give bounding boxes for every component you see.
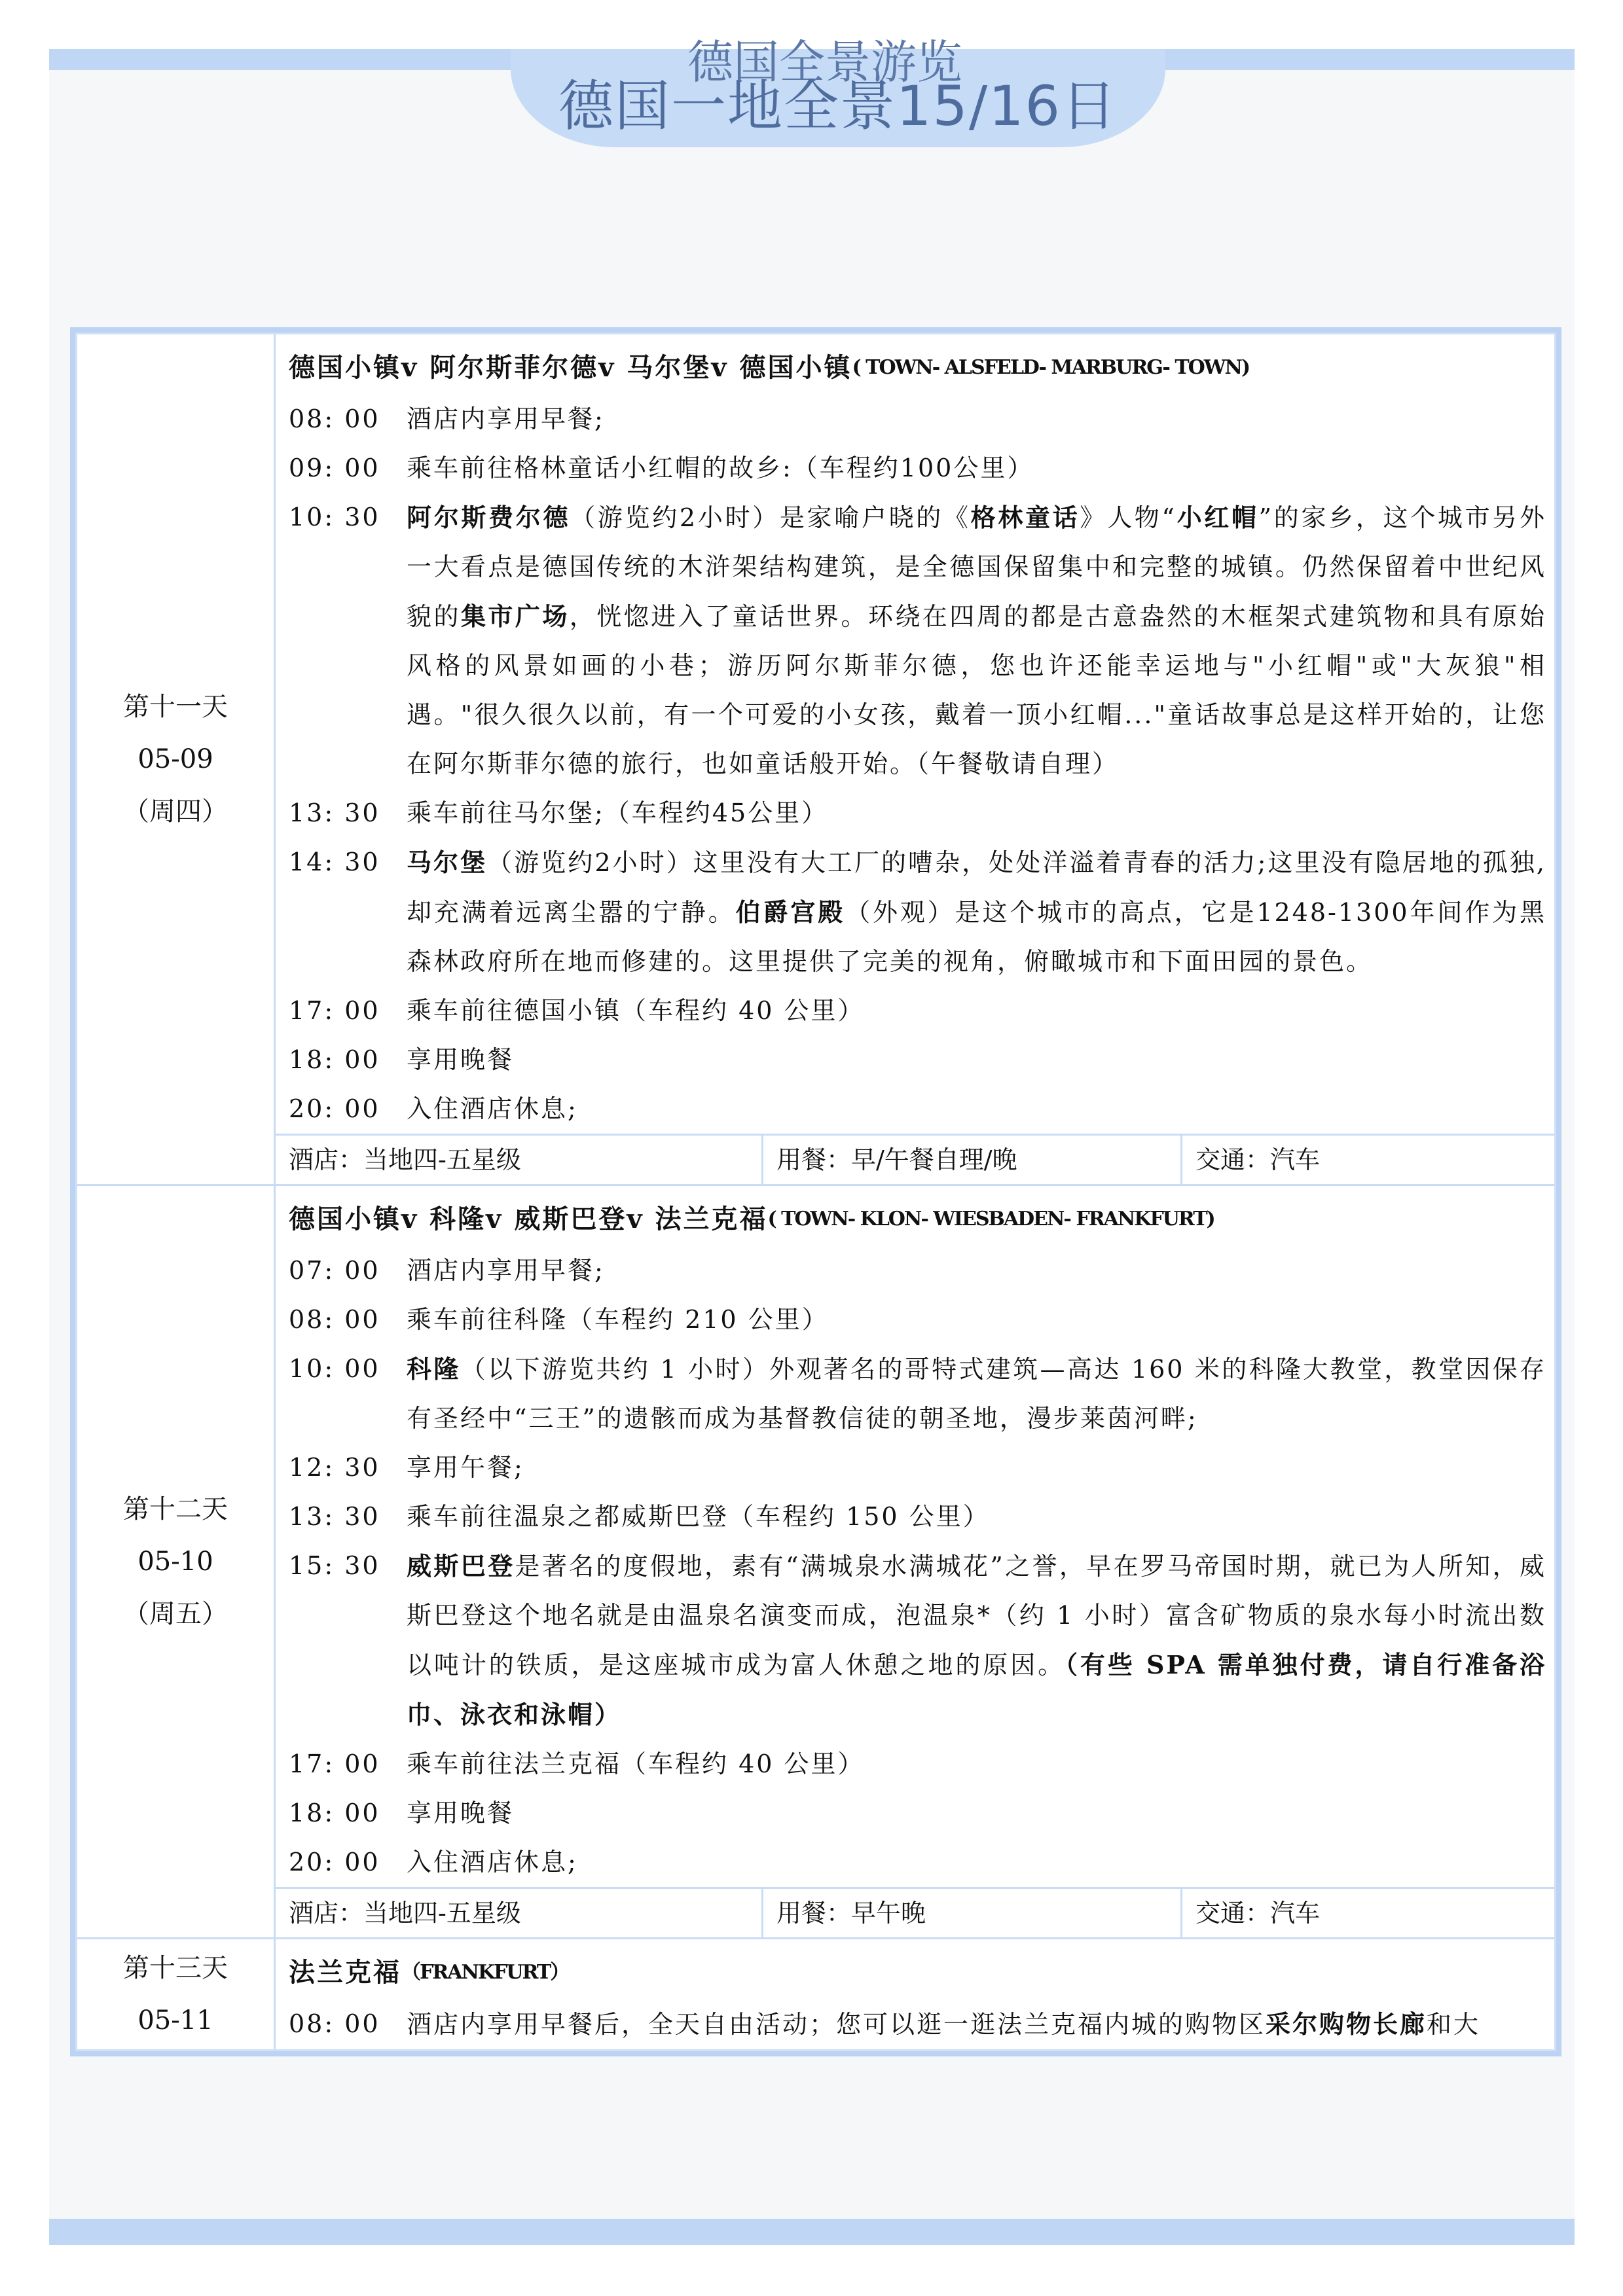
day-date: 05-11 bbox=[137, 2005, 213, 2036]
description-text: 乘车前往科隆（车程约 210 公里） bbox=[407, 1305, 829, 1334]
footer-band bbox=[49, 2219, 1575, 2245]
heading-places: 德国小镇v 阿尔斯菲尔德v 马尔堡v 德国小镇 bbox=[289, 352, 852, 383]
schedule-description bbox=[407, 789, 1546, 838]
description-text: 享用晚餐 bbox=[407, 1045, 515, 1074]
day-day: 第十三天 bbox=[123, 1953, 228, 1983]
schedule-time: 14: 30 bbox=[289, 848, 380, 876]
description-text: 》人物“ bbox=[1080, 503, 1176, 532]
schedule-item bbox=[289, 838, 1546, 986]
day-weekday: （周五） bbox=[123, 1599, 228, 1629]
description-text: 酒店内享用早餐; bbox=[407, 404, 605, 433]
description-text: （游览约2小时）是家喻户晓的《 bbox=[570, 503, 971, 532]
schedule-item bbox=[289, 1740, 1546, 1789]
schedule-item bbox=[289, 1246, 1546, 1295]
schedule-item bbox=[289, 1035, 1546, 1085]
highlight-text: 采尔购物长廊 bbox=[1266, 2009, 1427, 2039]
day-content bbox=[276, 334, 1554, 1184]
description-text: 乘车前往格林童话小红帽的故乡:（车程约100公里） bbox=[407, 454, 1034, 482]
itinerary-table bbox=[70, 327, 1561, 2056]
description-text: 乘车前往德国小镇（车程约 40 公里） bbox=[407, 996, 865, 1025]
description-text: ”的家乡，这个城市另外一大看点是德国传统的木浒架结构建筑，是全德国保留集中和完整的城镇。仍然保留着中世纪风貌的 bbox=[407, 503, 1546, 631]
schedule-time: 17: 00 bbox=[289, 996, 380, 1025]
schedule-item bbox=[289, 2000, 1546, 2049]
schedule-description bbox=[407, 395, 1546, 444]
day-heading bbox=[289, 334, 1546, 395]
meals-info: 用餐：早/午餐自理/晚 bbox=[763, 1136, 1182, 1184]
day-label bbox=[77, 1939, 276, 2049]
day-weekday: （周四） bbox=[123, 797, 228, 827]
day-content bbox=[276, 1186, 1554, 1937]
day-label bbox=[77, 1186, 276, 1937]
description-text: 入住酒店休息; bbox=[407, 1094, 578, 1123]
schedule-description bbox=[407, 1492, 1546, 1541]
schedule-description bbox=[407, 1443, 1546, 1492]
highlight-text: 集市广场 bbox=[460, 601, 570, 631]
schedule-description bbox=[407, 1295, 1546, 1344]
schedule-item bbox=[289, 493, 1546, 789]
schedule-description bbox=[407, 1541, 1546, 1740]
schedule-item bbox=[289, 789, 1546, 838]
day-row bbox=[77, 334, 1554, 1186]
schedule-time: 18: 00 bbox=[289, 1799, 380, 1827]
description-text: （游览约2小时）这里没有大工厂的嘈杂，处处洋溢着青春的活力;这里没有隐居地的孤独,却充满着远离尘嚣的宁静。 bbox=[407, 848, 1546, 927]
day-summary bbox=[276, 1134, 1554, 1184]
schedule-item bbox=[289, 1344, 1546, 1443]
schedule-item bbox=[289, 1492, 1546, 1541]
schedule-time: 08: 00 bbox=[289, 2009, 380, 2038]
day-row bbox=[77, 1186, 1554, 1939]
meals-info: 用餐：早午晚 bbox=[763, 1889, 1182, 1937]
description-text: 享用晚餐 bbox=[407, 1799, 515, 1827]
schedule-item bbox=[289, 1443, 1546, 1492]
schedule-description bbox=[407, 986, 1546, 1035]
schedule-description bbox=[407, 1344, 1546, 1443]
hotel-info: 酒店：当地四-五星级 bbox=[276, 1136, 763, 1184]
description-text: 和大 bbox=[1427, 2010, 1481, 2039]
schedule-description bbox=[407, 2000, 1546, 2049]
schedule-time: 07: 00 bbox=[289, 1256, 380, 1285]
day-summary bbox=[276, 1887, 1554, 1937]
schedule-time: 17: 00 bbox=[289, 1749, 380, 1778]
description-text: ，恍惚进入了童话世界。环绕在四周的都是古意盎然的木框架式建筑物和具有原始风格的风景如画的小巷；游历阿尔斯菲尔德，您也许还能幸运地与"小红帽"或"大灰狼"相遇。"很久很久以前，有一个可爱的小女孩，戴着一顶小红帽..."童话故事总是这样开始的，让您在阿尔斯菲尔德的旅行，也如童话般开始。（午餐敬请自理） bbox=[407, 602, 1546, 778]
description-text: 酒店内享用早餐; bbox=[407, 1256, 605, 1285]
schedule-item bbox=[289, 444, 1546, 493]
schedule-item bbox=[289, 1085, 1546, 1134]
page-title: 德国一地全景15/16日 bbox=[558, 74, 1118, 138]
day-date: 05-09 bbox=[137, 744, 213, 774]
schedule-description bbox=[407, 444, 1546, 493]
schedule-description bbox=[407, 1740, 1546, 1789]
highlight-text: 伯爵宫殿 bbox=[735, 897, 846, 927]
day-heading bbox=[289, 1939, 1546, 2000]
schedule-description bbox=[407, 493, 1546, 789]
schedule-time: 12: 30 bbox=[289, 1453, 380, 1482]
hotel-info: 酒店：当地四-五星级 bbox=[276, 1889, 763, 1937]
highlight-text: 小红帽 bbox=[1176, 503, 1259, 532]
day-date: 05-10 bbox=[137, 1547, 213, 1577]
schedule-item bbox=[289, 1295, 1546, 1344]
description-text: 乘车前往法兰克福（车程约 40 公里） bbox=[407, 1749, 865, 1778]
highlight-text: 科隆 bbox=[407, 1354, 461, 1384]
transport-info: 交通：汽车 bbox=[1195, 1899, 1321, 1928]
schedule-time: 08: 00 bbox=[289, 404, 380, 433]
schedule-description bbox=[407, 1246, 1546, 1295]
heading-places: 法兰克福 bbox=[289, 1957, 401, 1988]
schedule-description bbox=[407, 1838, 1546, 1887]
schedule-item bbox=[289, 1789, 1546, 1838]
heading-english: （FRANKFURT） bbox=[401, 1961, 569, 1984]
day-heading bbox=[289, 1186, 1546, 1246]
description-text: （外观）是这个城市的高点，它是1248-1300年间作为黑森林政府所在地而修建的。这里提供了完美的视角，俯瞰城市和下面田园的景色。 bbox=[407, 898, 1546, 976]
day-day: 第十一天 bbox=[123, 692, 228, 722]
transport-info: 交通：汽车 bbox=[1195, 1145, 1321, 1174]
schedule-time: 08: 00 bbox=[289, 1305, 380, 1334]
highlight-text: 威斯巴登 bbox=[407, 1551, 515, 1581]
schedule-description bbox=[407, 1035, 1546, 1085]
heading-english: ( TOWN- KLON- WIESBADEN- FRANKFURT) bbox=[767, 1208, 1214, 1230]
highlight-text: 阿尔斯费尔德 bbox=[407, 503, 571, 532]
schedule-item bbox=[289, 986, 1546, 1035]
description-text: 乘车前往马尔堡;（车程约45公里） bbox=[407, 798, 829, 827]
schedule-time: 15: 30 bbox=[289, 1551, 380, 1580]
day-content bbox=[276, 1939, 1554, 2049]
description-text: 酒店内享用早餐后，全天自由活动；您可以逛一逛法兰克福内城的购物区 bbox=[407, 2010, 1266, 2039]
schedule-item bbox=[289, 395, 1546, 444]
description-text: 是著名的度假地，素有“满城泉水满城花”之誉，早在罗马帝国时期，就已为人所知，威斯巴登这个地名就是由温泉名演变而成，泡温泉*（约 1 小时）富含矿物质的泉水每小时流出数以吨计的铁质，是这座城市成为富人休憩之地的原因。 bbox=[407, 1552, 1546, 1679]
schedule-time: 09: 00 bbox=[289, 454, 380, 482]
heading-places: 德国小镇v 科隆v 威斯巴登v 法兰克福 bbox=[289, 1204, 768, 1234]
schedule-description bbox=[407, 1789, 1546, 1838]
day-day: 第十二天 bbox=[123, 1494, 228, 1524]
schedule-item bbox=[289, 1838, 1546, 1887]
description-text: 享用午餐; bbox=[407, 1453, 524, 1482]
schedule-description bbox=[407, 838, 1546, 986]
schedule-time: 13: 30 bbox=[289, 798, 380, 827]
schedule-description bbox=[407, 1085, 1546, 1134]
highlight-text: 格林童话 bbox=[970, 503, 1080, 532]
schedule-time: 10: 00 bbox=[289, 1354, 380, 1383]
heading-english: ( TOWN- ALSFELD- MARBURG- TOWN) bbox=[852, 356, 1250, 379]
highlight-text: （有些 SPA 需单独付费，请自行准备浴巾、泳衣和泳帽） bbox=[407, 1650, 1546, 1729]
description-text: （以下游览共约 1 小时）外观著名的哥特式建筑—高达 160 米的科隆大教堂，教堂因保存有圣经中“三王”的遗骸而成为基督教信徒的朝圣地，漫步莱茵河畔; bbox=[407, 1355, 1546, 1433]
schedule-time: 10: 30 bbox=[289, 503, 380, 531]
schedule-item bbox=[289, 1541, 1546, 1740]
highlight-text: 马尔堡 bbox=[407, 848, 488, 877]
schedule-time: 20: 00 bbox=[289, 1848, 380, 1876]
schedule-time: 13: 30 bbox=[289, 1502, 380, 1531]
day-row bbox=[77, 1939, 1554, 2049]
day-label bbox=[77, 334, 276, 1184]
description-text: 乘车前往温泉之都威斯巴登（车程约 150 公里） bbox=[407, 1502, 990, 1531]
schedule-time: 18: 00 bbox=[289, 1045, 380, 1074]
description-text: 入住酒店休息; bbox=[407, 1848, 578, 1876]
schedule-time: 20: 00 bbox=[289, 1094, 380, 1123]
header-subtitle bbox=[629, 26, 1021, 59]
